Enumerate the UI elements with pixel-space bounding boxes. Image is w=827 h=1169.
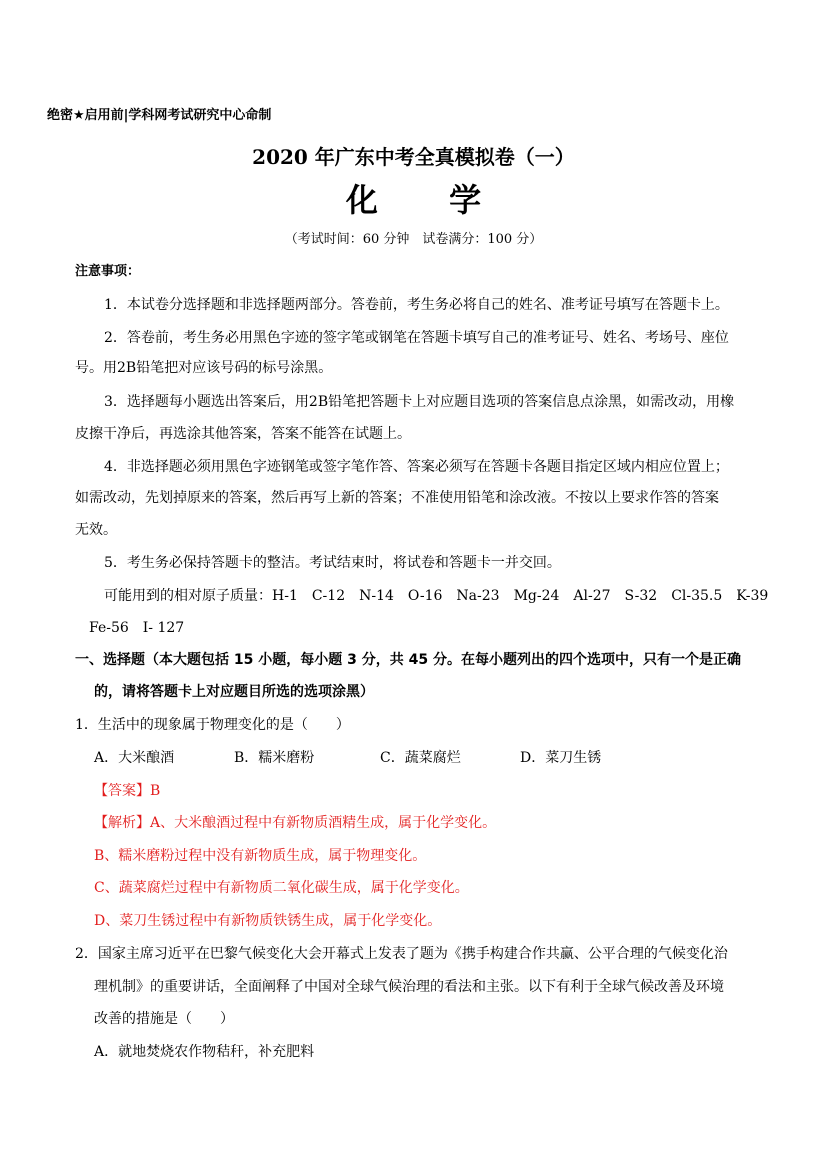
option-b: B．糯米磨粉 — [234, 750, 315, 766]
option-c: C．蔬菜腐烂 — [380, 750, 461, 766]
option-a: A．就地焚烧农作物秸秆，补充肥料 — [94, 1044, 315, 1060]
analysis-line: B、糯米磨粉过程中没有新物质生成，属于物理变化。 — [94, 848, 427, 864]
notice-item: 1．本试卷分选择题和非选择题两部分。答卷前，考生务必将自己的姓名、准考证号填写在答题卡上。 — [104, 297, 729, 313]
notice-item-cont: 如需改动，先划掉原来的答案，然后再写上新的答案；不准使用铅笔和涂改液。不按以上要求作答的答案 — [75, 490, 719, 506]
atomic-mass-line: Fe-56 I- 127 — [89, 620, 185, 636]
section-heading: 一、选择题（本大题包括 15 小题，每小题 3 分，共 45 分。在每小题列出的四个选项中，只有一个是正确 — [75, 652, 741, 668]
notice-item: 2．答卷前，考生务必用黑色字迹的签字笔或钢笔在答题卡填写自己的准考证号、姓名、考场号、座位 — [104, 330, 729, 346]
notice-item-cont: 号。用2B铅笔把对应该号码的标号涂黑。 — [75, 360, 333, 376]
analysis-line: C、蔬菜腐烂过程中有新物质二氧化碳生成，属于化学变化。 — [94, 880, 469, 896]
notice-heading: 注意事项： — [75, 264, 141, 279]
notice-item: 5．考生务必保持答题卡的整洁。考试结束时，将试卷和答题卡一并交回。 — [104, 555, 561, 571]
subject-title: 化 学 — [345, 181, 512, 219]
notice-item: 3．选择题每小题选出答案后，用2B铅笔把答题卡上对应题目选项的答案信息点涂黑，如需改动，用橡 — [104, 394, 735, 410]
question-stem: 1．生活中的现象属于物理变化的是（ ） — [75, 717, 350, 733]
analysis-line: D、菜刀生锈过程中有新物质铁锈生成，属于化学变化。 — [94, 913, 442, 929]
exam-title: 2020 年广东中考全真模拟卷（一） — [252, 145, 575, 169]
exam-time-note: （考试时间：60 分钟 试卷满分：100 分） — [284, 232, 543, 247]
notice-item-cont: 皮擦干净后，再选涂其他答案，答案不能答在试题上。 — [75, 426, 411, 442]
question-stem-cont: 改善的措施是（ ） — [94, 1011, 234, 1027]
atomic-mass-line: 可能用到的相对原子质量：H-1 C-12 N-14 O-16 Na-23 Mg-24 Al-27 S-32 Cl-35.5 K-39 — [104, 588, 769, 604]
option-d: D．菜刀生锈 — [520, 750, 602, 766]
answer-label: 【答案】B — [94, 783, 161, 799]
confidential-header: 绝密★启用前|学科网考试研究中心命制 — [47, 108, 272, 123]
notice-item: 4．非选择题必须用黑色字迹钢笔或签字笔作答、答案必须写在答题卡各题目指定区域内相应位置上； — [104, 459, 729, 475]
option-a: A．大米酿酒 — [94, 750, 175, 766]
section-heading-cont: 的，请将答题卡上对应题目所选的选项涂黑） — [94, 684, 374, 700]
question-stem-cont: 理机制》的重要讲话，全面阐释了中国对全球气候治理的看法和主张。以下有利于全球气候改善及环境 — [94, 979, 724, 995]
analysis-line: 【解析】A、大米酿酒过程中有新物质酒精生成，属于化学变化。 — [94, 815, 497, 831]
question-stem: 2．国家主席习近平在巴黎气候变化大会开幕式上发表了题为《携手构建合作共赢、公平合理的气候变化治 — [75, 946, 728, 962]
notice-item-cont: 无效。 — [75, 522, 117, 538]
